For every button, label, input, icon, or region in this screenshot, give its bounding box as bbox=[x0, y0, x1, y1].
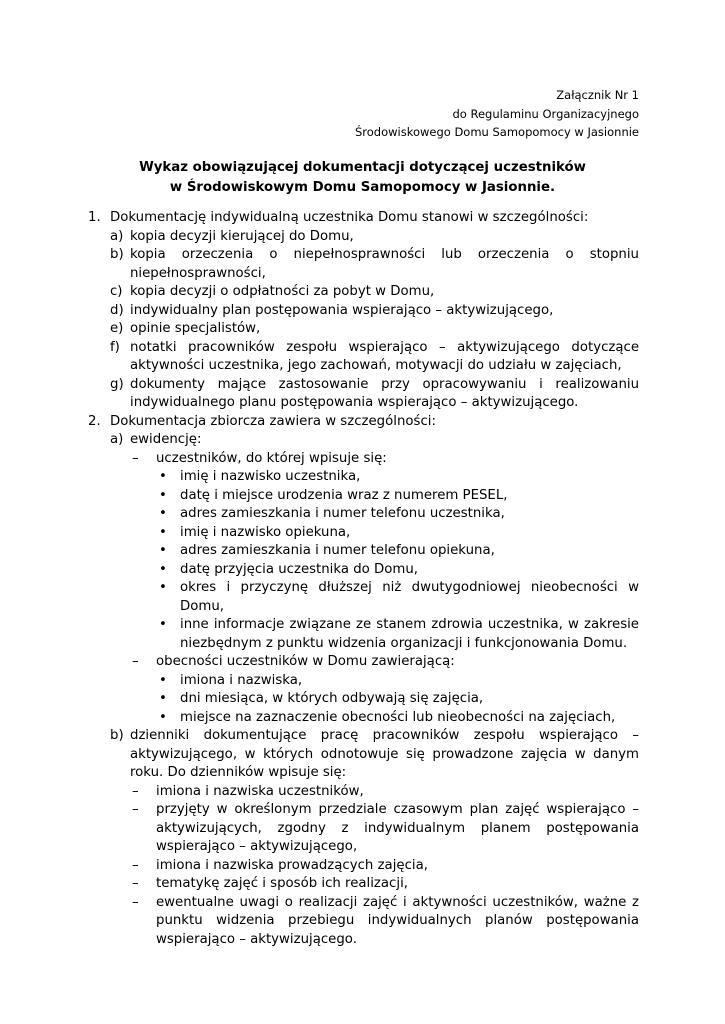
item-text: kopia decyzji o odpłatności za pobyt w Domu, bbox=[130, 284, 435, 299]
list-item-a bbox=[110, 431, 639, 450]
bullet-dot-icon: • bbox=[159, 561, 167, 577]
document-title bbox=[0, 158, 725, 197]
annex-line-2: do Regulaminu Organizacyjnego bbox=[452, 106, 639, 121]
item-text: opinie specjalistów, bbox=[130, 321, 261, 336]
bullet-item bbox=[156, 542, 639, 561]
bullet-text: adres zamieszkania i numer telefonu opiekuna, bbox=[180, 543, 495, 558]
item-marker: b) bbox=[110, 728, 124, 743]
bullet-text: dni miesiąca, w których odbywają się zajęcia, bbox=[180, 691, 484, 706]
annex-line-1: Załącznik Nr 1 bbox=[556, 88, 639, 102]
bullet-dot-icon: • bbox=[159, 672, 167, 688]
section-number: 1. bbox=[88, 210, 101, 225]
dash-text: tematykę zajęć i sposób ich realizacji, bbox=[156, 876, 408, 891]
bullet-item bbox=[156, 616, 639, 653]
list-item bbox=[110, 339, 639, 376]
dash-text: ewentualne uwagi o realizacji zajęć i aktywności uczestników, ważne z punktu widzenia przebiegu indywidualnych planów postępowania wspierająco – aktywizującego. bbox=[156, 894, 639, 947]
bullet-item bbox=[156, 561, 639, 580]
en-dash-icon: – bbox=[132, 654, 139, 669]
bullet-item bbox=[156, 505, 639, 524]
item-text: kopia decyzji kierującej do Domu, bbox=[130, 228, 354, 244]
bullet-dot-icon: • bbox=[159, 691, 167, 706]
item-marker: f) bbox=[110, 339, 120, 355]
bullet-text: datę przyjęcia uczestnika do Domu, bbox=[180, 561, 419, 577]
list-item-b bbox=[110, 727, 639, 783]
list-item bbox=[110, 320, 639, 339]
dash-text: przyjęty w określonym przedziale czasowym plan zajęć wspierająco – aktywizujących, zgodny z indywidualnym planem postępowania wspierająco – aktywizującego, bbox=[156, 802, 639, 854]
item-marker: c) bbox=[110, 284, 123, 299]
title-line-1: Wykaz obowiązującej dokumentacji dotyczącej uczestników bbox=[139, 160, 586, 175]
en-dash-icon: – bbox=[132, 450, 139, 466]
item-marker: b) bbox=[110, 247, 124, 262]
item-marker: d) bbox=[110, 302, 124, 318]
bullet-text: adres zamieszkania i numer telefonu uczestnika, bbox=[180, 506, 505, 521]
bullet-dot-icon: • bbox=[159, 524, 167, 540]
bullet-dot-icon: • bbox=[159, 709, 167, 725]
dash-text: imiona i nazwiska prowadzących zajęcia, bbox=[156, 857, 428, 873]
dash-text: obecności uczestników w Domu zawierającą: bbox=[156, 654, 455, 669]
dash-item bbox=[130, 783, 639, 802]
bullet-dot-icon: • bbox=[159, 543, 167, 558]
bullet-item bbox=[156, 690, 639, 709]
bullet-dot-icon: • bbox=[159, 580, 167, 595]
item-marker: a) bbox=[110, 432, 124, 447]
item-text: notatki pracowników zespołu wspierająco – aktywizującego dotyczące aktywności uczestnika, jego zachowań, motywacji do udziału w zajęciach, bbox=[130, 339, 639, 373]
bullet-item bbox=[156, 709, 639, 728]
bullet-dot-icon: • bbox=[159, 506, 167, 521]
en-dash-icon: – bbox=[132, 894, 139, 910]
item-marker: g) bbox=[110, 376, 124, 392]
bullet-item bbox=[156, 579, 639, 616]
item-marker: e) bbox=[110, 321, 124, 336]
bullet-dot-icon: • bbox=[159, 487, 167, 503]
list-item bbox=[110, 283, 639, 302]
annex-line-3: Środowiskowego Domu Samopomocy w Jasionnie bbox=[354, 125, 639, 139]
dash-text: uczestników, do której wpisuje się: bbox=[156, 450, 387, 466]
dash-text: imiona i nazwiska uczestników, bbox=[156, 783, 364, 799]
section-number: 2. bbox=[88, 413, 101, 429]
list-item bbox=[110, 376, 639, 413]
bullet-item bbox=[156, 672, 639, 691]
list-item bbox=[110, 246, 639, 283]
section-2 bbox=[88, 413, 639, 432]
dash-item bbox=[130, 653, 639, 672]
bullet-text: imię i nazwisko opiekuna, bbox=[180, 524, 351, 540]
en-dash-icon: – bbox=[132, 857, 139, 873]
document-body bbox=[88, 209, 639, 949]
bullet-text: imię i nazwisko uczestnika, bbox=[180, 469, 361, 484]
item-text: kopia orzeczenia o niepełnosprawności lub orzeczenia o stopniu niepełnosprawności, bbox=[130, 247, 639, 281]
bullet-text: datę i miejsce urodzenia wraz z numerem PESEL, bbox=[180, 487, 508, 503]
item-text: dokumenty mające zastosowanie przy opracowywaniu i realizowaniu indywidualnego planu postępowania wspierająco – aktywizującego. bbox=[130, 376, 639, 410]
dash-item bbox=[130, 801, 639, 857]
dash-item bbox=[130, 857, 639, 876]
item-text: indywidualny plan postępowania wspierająco – aktywizującego, bbox=[130, 302, 554, 318]
dash-item bbox=[130, 875, 639, 894]
bullet-dot-icon: • bbox=[159, 617, 167, 632]
item-text: ewidencję: bbox=[130, 432, 202, 447]
dash-item bbox=[130, 894, 639, 950]
annex-header bbox=[355, 86, 639, 142]
en-dash-icon: – bbox=[132, 876, 139, 891]
bullet-item bbox=[156, 487, 639, 506]
bullet-item bbox=[156, 468, 639, 487]
title-line-2: w Środowiskowym Domu Samopomocy w Jasionnie. bbox=[169, 179, 556, 195]
section-text: Dokumentacja zbiorcza zawiera w szczególności: bbox=[110, 413, 436, 429]
bullet-item bbox=[156, 524, 639, 543]
bullet-text: inne informacje związane ze stanem zdrowia uczestnika, w zakresie niezbędnym z punktu widzenia organizacji i funkcjonowania Domu. bbox=[180, 617, 639, 651]
list-item bbox=[110, 228, 639, 247]
dash-item bbox=[130, 450, 639, 469]
item-marker: a) bbox=[110, 228, 124, 244]
section-1 bbox=[88, 209, 639, 228]
bullet-text: okres i przyczynę dłuższej niż dwutygodniowej nieobecności w Domu, bbox=[180, 580, 639, 614]
bullet-text: imiona i nazwiska, bbox=[180, 672, 303, 688]
section-text: Dokumentację indywidualną uczestnika Domu stanowi w szczególności: bbox=[110, 210, 589, 225]
en-dash-icon: – bbox=[132, 802, 139, 817]
en-dash-icon: – bbox=[132, 783, 139, 799]
bullet-dot-icon: • bbox=[159, 469, 167, 484]
list-item bbox=[110, 302, 639, 321]
bullet-text: miejsce na zaznaczenie obecności lub nieobecności na zajęciach, bbox=[180, 709, 616, 725]
item-text: dzienniki dokumentujące pracę pracowników zespołu wspierająco – aktywizującego, w których odnotowuje się prowadzone zajęcia w danym roku. Do dzienników wpisuje się: bbox=[130, 728, 639, 780]
